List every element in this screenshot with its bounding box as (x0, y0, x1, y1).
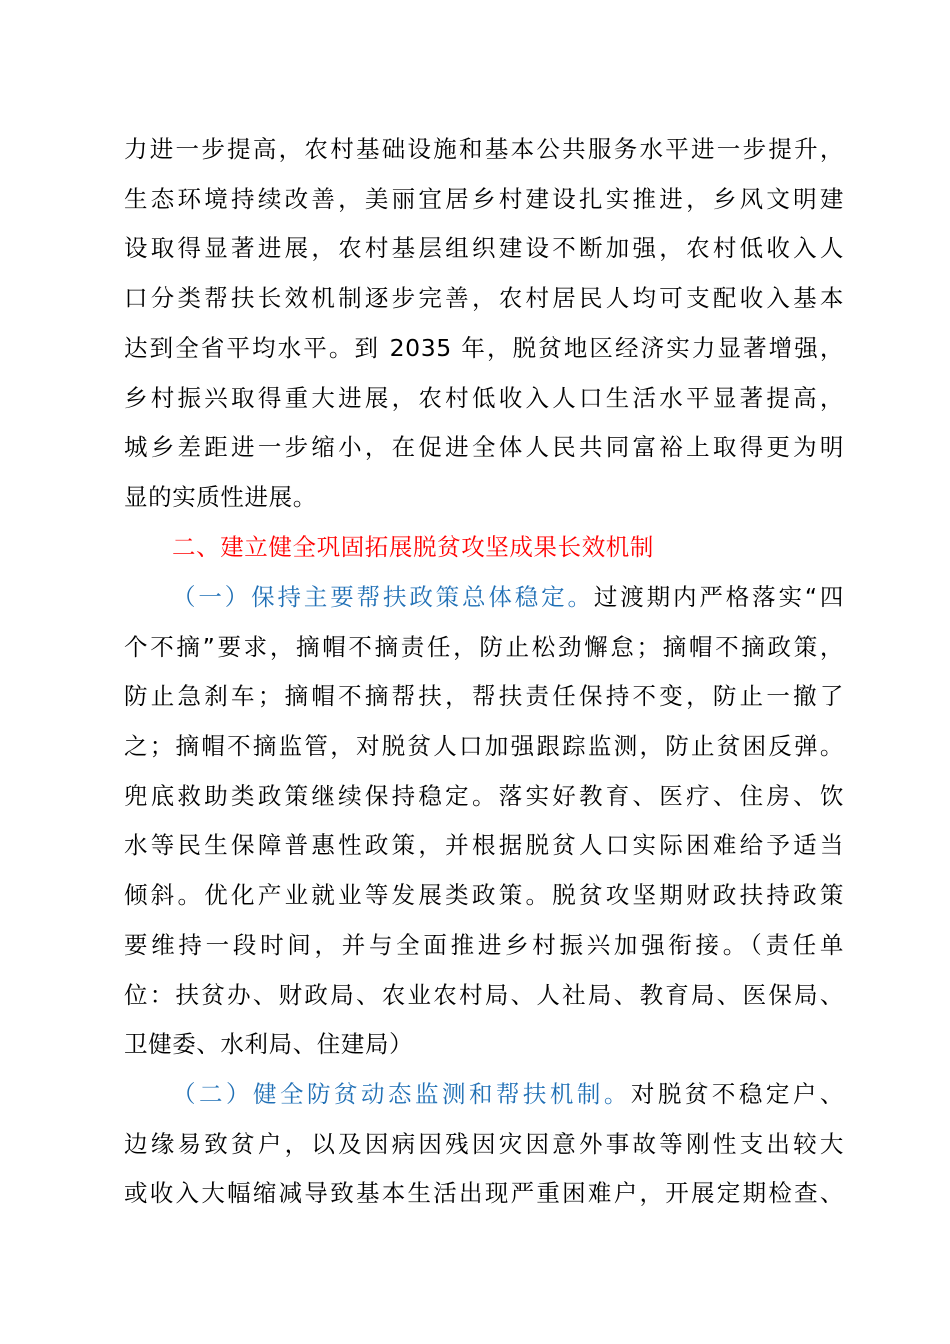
text-line: 乡村振兴取得重大进展，农村低收入人口生活水平显著提高， (124, 384, 844, 412)
text-line: 倾斜。优化产业就业等发展类政策。脱贫攻坚期财政扶持政策 (124, 881, 844, 909)
text-line: 设取得显著进展，农村基层组织建设不断加强，农村低收入人 (124, 234, 844, 262)
text-line: 城乡差距进一步缩小，在促进全体人民共同富裕上取得更为明 (124, 433, 844, 461)
text-line: 生态环境持续改善，美丽宜居乡村建设扎实推进，乡风文明建 (124, 185, 844, 213)
text-line: 口分类帮扶长效机制逐步完善，农村居民人均可支配收入基本 (124, 284, 844, 312)
subsection-title: （一）保持主要帮扶政策总体稳定。 (172, 583, 594, 611)
text-line: 力进一步提高，农村基础设施和基本公共服务水平进一步提升， (124, 135, 844, 163)
text-line: 要维持一段时间，并与全面推进乡村振兴加强衔接。（责任单 (124, 931, 844, 959)
text-line: 显的实质性进展。 (124, 483, 317, 511)
subsection-first-line (172, 580, 844, 614)
section-heading: 二、建立健全巩固拓展脱贫攻坚成果长效机制 (172, 533, 654, 561)
text-line: 水等民生保障普惠性政策，并根据脱贫人口实际困难给予适当 (124, 831, 844, 859)
text-span: 过渡期内严格落实“四 (593, 583, 844, 611)
text-line: 之；摘帽不摘监管，对脱贫人口加强跟踪监测，防止贫困反弹。 (124, 732, 844, 760)
text-line: 防止急刹车；摘帽不摘帮扶，帮扶责任保持不变，防止一撤了 (124, 682, 844, 710)
text-line: 个不摘”要求，摘帽不摘责任，防止松劲懈怠；摘帽不摘政策， (124, 633, 844, 661)
text-line: 或收入大幅缩减导致基本生活出现严重困难户，开展定期检查、 (124, 1179, 844, 1207)
text-line: 边缘易致贫户，以及因病因残因灾因意外事故等刚性支出较大 (124, 1130, 844, 1158)
subsection-first-line (172, 1077, 844, 1111)
text-line: 达到全省平均水平。到 2035 年，脱贫地区经济实力显著增强， (124, 334, 844, 362)
text-line: 卫健委、水利局、住建局） (124, 1030, 414, 1058)
subsection-title: （二）健全防贫动态监测和帮扶机制。 (172, 1080, 631, 1108)
text-line: 位：扶贫办、财政局、农业农村局、人社局、教育局、医保局、 (124, 981, 844, 1009)
text-line: 兜底救助类政策继续保持稳定。落实好教育、医疗、住房、饮 (124, 782, 844, 810)
text-span: 对脱贫不稳定户、 (630, 1080, 844, 1108)
